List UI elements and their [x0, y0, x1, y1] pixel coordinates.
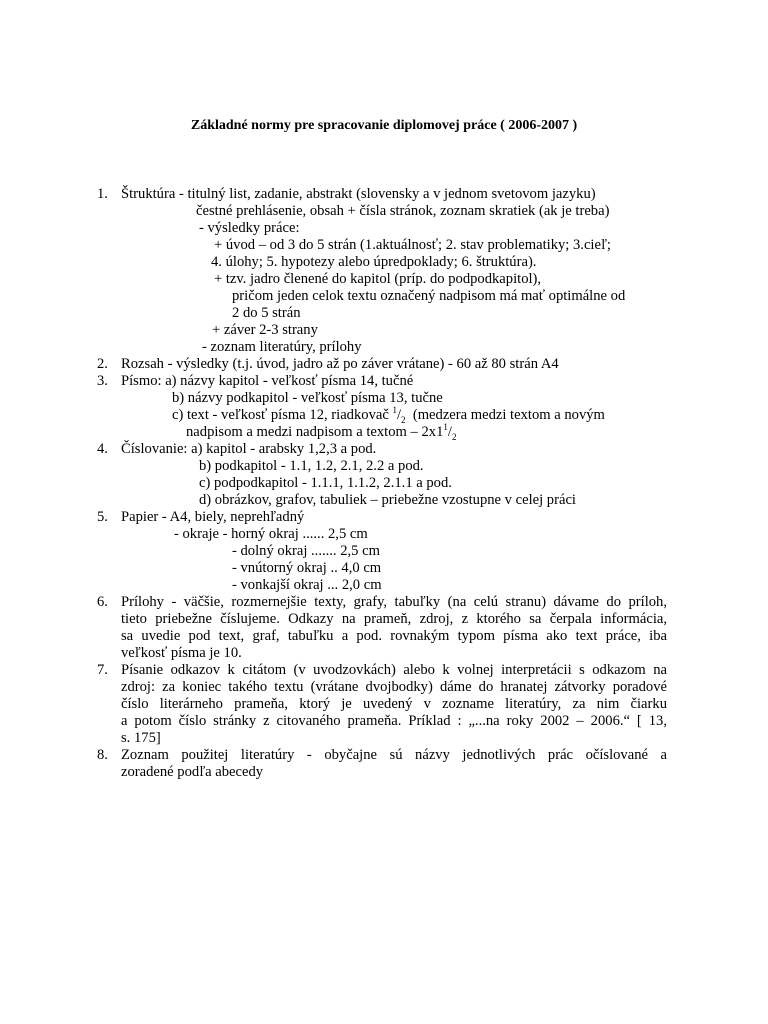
item-1-line-1: Štruktúra - titulný list, zadanie, abstrakt (slovensky a v jednom svetovom jazyku): [121, 186, 596, 202]
item-1-line-8: 2 do 5 strán: [232, 305, 301, 321]
item-7-line-4: a potom číslo stránky z citovaného prameňa. Príklad : „...na roky 2002 – 2006.“ [ 13,: [121, 713, 667, 729]
item-6-line-4: veľkosť písma je 10.: [121, 645, 242, 661]
item-3-line-1: Písmo: a) názvy kapitol - veľkosť písma 14, tučné: [121, 373, 414, 389]
item-1-line-6: + tzv. jadro členené do kapitol (príp. do podpodkapitol),: [214, 271, 542, 287]
item-1-line-9: + záver 2-3 strany: [212, 322, 318, 338]
item-number-1: 1.: [97, 186, 108, 202]
spacing-text: c) text - veľkosť písma 12, riadkovač: [172, 407, 393, 423]
item-number-6: 6.: [97, 594, 108, 610]
item-5-line-2: - okraje - horný okraj ...... 2,5 cm: [174, 526, 368, 542]
item-3-line-4: nadpisom a medzi nadpisom a textom – $2x1^1/_2$: [186, 422, 457, 442]
item-number-8: 8.: [97, 747, 108, 763]
item-8-line-2: zoradené podľa abecedy: [121, 764, 264, 780]
spacing-line-tail: (medzera medzi textom a novým: [412, 407, 605, 423]
fraction-denominator: 2: [401, 414, 406, 425]
item-4-line-1: Číslovanie: a) kapitol - arabsky 1,2,3 a pod.: [121, 441, 377, 457]
item-7-line-3: číslo literárneho prameňa, ktorý je uvedený v zozname literatúry, za nim čiarku: [121, 696, 667, 712]
item-7-line-1: Písanie odkazov k citátom (v uvodzovkách) alebo k volnej interpretácii s odkazom na: [121, 662, 667, 678]
item-1-line-7: pričom jeden celok textu označený nadpisom má mať optimálne od: [232, 288, 626, 304]
item-1-line-2: čestné prehlásenie, obsah + čísla stránok, zoznam skratiek (ak je treba): [196, 203, 610, 219]
item-4-line-3: c) podpodkapitol - 1.1.1, 1.1.2, 2.1.1 a pod.: [199, 475, 452, 491]
item-5-line-3: - dolný okraj ....... 2,5 cm: [232, 543, 380, 559]
item-5-line-1: Papier - A4, biely, neprehľadný: [121, 509, 305, 525]
item-number-2: 2.: [97, 356, 108, 372]
item-2-line-1: Rozsah - výsledky (t.j. úvod, jadro až po záver vrátane) - 60 až 80 strán A4: [121, 356, 559, 372]
item-6-line-3: sa uvedie pod text, graf, tabuľku a pod. rovnakým typom písma ako text práce, iba: [121, 628, 667, 644]
fraction-numerator-2: 1: [443, 422, 448, 433]
item-number-7: 7.: [97, 662, 108, 678]
item-number-3: 3.: [97, 373, 108, 389]
item-3-line-2: b) názvy podkapitol - veľkosť písma 13, tučne: [172, 390, 443, 406]
item-1-line-5: 4. úlohy; 5. hypotezy alebo úpredpoklady; 6. štruktúra).: [211, 254, 537, 270]
document-title: Základné normy pre spracovanie diplomovej práce ( 2006-2007 ): [190, 118, 578, 133]
item-1-line-4: + úvod – od 3 do 5 strán (1.aktuálnosť; 2. stav problematiky; 3.cieľ;: [214, 237, 611, 253]
fraction-denominator-2: 2: [451, 431, 457, 442]
item-number-5: 5.: [97, 509, 108, 525]
item-6-line-2: tieto priebežne číslujeme. Odkazy na prameň, zdroj, z ktorého sa čerpala informácia,: [121, 611, 667, 627]
item-1-line-3: - výsledky práce:: [199, 220, 300, 236]
item-7-line-5: s. 175]: [121, 730, 161, 746]
item-8-line-1: Zoznam použitej literatúry - obyčajne sú názvy jednotlivých prác očíslované a: [121, 747, 667, 763]
item-number-4: 4.: [97, 441, 108, 457]
item-3-line-3: c) text - veľkosť písma 12, riadkovač $^1/_2$ (medzera medzi textom a novým: [172, 405, 605, 425]
item-4-line-2: b) podkapitol - 1.1, 1.2, 2.1, 2.2 a pod.: [199, 458, 424, 474]
spacing-text-2: nadpisom a medzi nadpisom a textom – 2x1: [186, 424, 444, 440]
item-5-line-4: - vnútorný okraj .. 4,0 cm: [232, 560, 382, 576]
item-5-line-5: - vonkajší okraj ... 2,0 cm: [232, 577, 382, 593]
item-4-line-4: d) obrázkov, grafov, tabuliek – priebežne vzostupne v celej práci: [199, 492, 576, 508]
item-7-line-2: zdroj: za koniec takého textu (vrátane dvojbodky) dáme do hranatej zátvorky poradové: [121, 679, 667, 695]
item-6-line-1: Prílohy - väčšie, rozmernejšie texty, grafy, tabuľky (na celú stranu) dávame do príloh,: [121, 594, 667, 610]
fraction-numerator: 1: [392, 405, 397, 416]
item-1-line-10: - zoznam literatúry, prílohy: [202, 339, 362, 355]
